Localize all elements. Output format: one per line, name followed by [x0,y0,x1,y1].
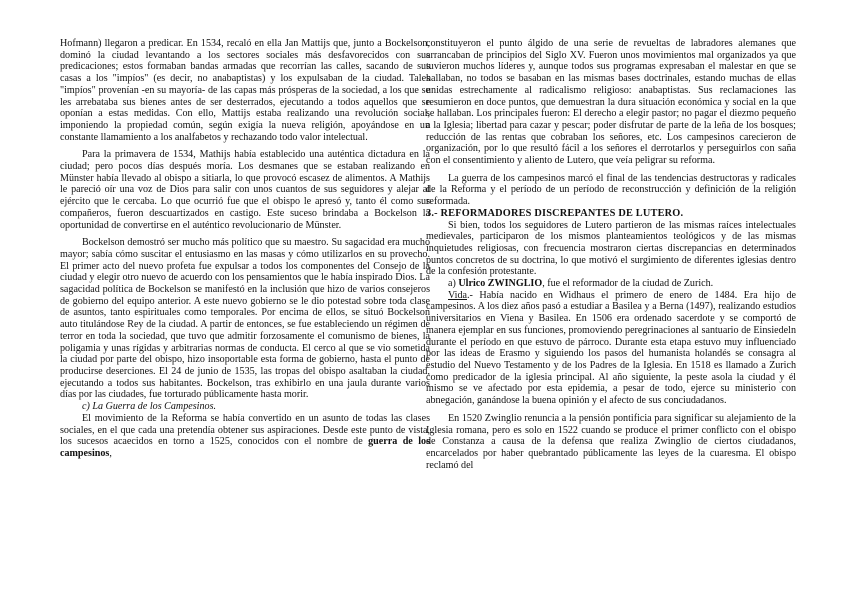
section-heading: 3.- REFORMADORES DISCREPANTES DE LUTERO. [426,207,684,219]
right-column [426,38,796,471]
paragraph: Bockelson demostró ser mucho más político que su maestro. Su sagacidad era mucho mayor; sabía cómo suscitar el entusiasmo en las masas y cómo utilizarlos en su provecho. El primer acto del nuevo profeta fue expulsar a todos los componentes del Consejo de la ciudad y elegir otro nuevo de acuerdo con los pensamientos que le había inspirado Dios. La sagacidad política de Bockelson se manifestó en la inclusión que hizo de varios consejeros de gobierno del equipo anterior. A este nuevo gobierno se le dio potestad sobre toda clase de asuntos, tanto espirituales como temporales. Por encima de ellos, se situó Bockelson auto titulándose Rey de la ciudad. A partir de entonces, se fue estableciendo un régimen de terror en toda la sociedad, que tuvo que admitir forzosamente el comunismo de bienes, la poligamia y unas rígidas y arbitrarias normas de conducta. El cerco al que se vio sometida la ciudad por parte del obispo, hizo insoportable esta forma de gobierno, hasta el punto de producirse deserciones. El 24 de junio de 1535, las tropas del obispo asaltaban la ciudad, ejecutando a todos sus habitantes. Bockelson, tras exhibirlo en una jaula durante varios días por las ciudades, fue torturado públicamente hasta morir. [60,237,430,401]
list-prefix: a) [448,278,459,290]
paragraph: Hofmann) llegaron a predicar. En 1534, recaló en ella Jan Mattijs que, junto a Bockelson, dominó la ciudad levantando a los sectores sociales más desfavorecidos con sus predicaciones; estos formaban bandas armadas que recorrían las calles, sacando de sus casas a los "impíos" (es decir, no anabaptistas) y los expulsaban de la ciudad. Tales "impíos" provenían -en su mayoría- de las capas más prósperas de la sociedad, a los que se les arrebataba sus bienes antes de ser desterrados, ejecutando a todos aquellos que se oponían a estas medidas. Con ello, Mattijs estaba realizando una revolución social, imponiendo la propiedad común, según exigía la nueva religión, apoyándose en un constante llamamiento a los analfabetos y rechazando todo valor intelectual. [60,38,430,143]
reformer-heading [426,278,796,290]
reformer-name: Ulrico ZWINGLIO [458,278,543,290]
paragraph [60,413,430,460]
paragraph: La guerra de los campesinos marcó el final de las tendencias destructoras y radicales de la Reforma y el período de un período de reconstrucción y definición de la religión reformada. [426,172,796,208]
section-subheading: c) La Guerra de los Campesinos. [82,401,217,413]
paragraph: constituyeron el punto álgido de una serie de revueltas de labradores alemanes que arrancaban de principios del Siglo XV. Fueron unos movimientos mal organizados ya que tuvieron muchos líderes y, aunque todos sus programas expresaban el malestar en que se hallaban, no todos se basaban en las mismas bases doctrinales, estando muchas de ellas unidas estrechamente al radicalismo religioso: anabaptistas. Sus reclamaciones las resumieron en doce puntos, que demuestran la dura situación económica y social en la que se hallaban. Los principales fueron: El derecho a elegir pastor; no pagar el diezmo pequeño a la Iglesia; libertad para cazar y pescar; poder disfrutar de parte de la leña de los bosques; reducción de las rentas que cobraban los señores, etc. Los campesinos carecieron de organización, por lo que resultó fácil a los señores el derrotarlos y perseguirlos con saña con el consentimiento y aliento de Lutero, que veía peligrar su reforma. [426,38,796,167]
reformer-description: , fue el reformador de la ciudad de Zurich. [542,278,714,290]
bold-term: guerra de los campesinos [60,436,430,459]
punctuation: , [109,447,112,459]
paragraph: En 1520 Zwinglio renuncia a la pensión pontificia para significar su alejamiento de la Iglesia romana, pero es solo en 1522 cuando se produce el primer conflicto con el obispo de Constanza a causa de la defensa que realiza Zwinglio de ciertos ciudadanos, encarcelados por haber quebrantado públicamente las leyes de la cuaresma. El obispo reclamó del [426,412,796,471]
paragraph-text: El movimiento de la Reforma se había convertido en un asunto de todas las clases sociales, en el que cada una pretendía obtener sus aspiraciones. Desde este punto de vista, los sucesos acaecidos en torno a 1525, conocidos con el nombre de [60,412,430,448]
paragraph-text: .- Había nacido en Widhaus el primero de enero de 1484. Era hijo de campesinos. A los diez años pasó a estudiar a Basilea y a Berna (1497), realizando estudios universitarios en Viena y Basilea. En 1506 era ordenado sacerdote y se comportó de manera ejemplar en sus funciones, promoviendo peregrinaciones al santuario de Einsiedeln durante el período en que estuvo de párroco. Durante esta etapa estuvo muy influenciado por las ideas de Erasmo y siguiendo los pasos del humanista holandés se consagra al estudio del Nuevo Testamento y de los Padres de la Iglesia. En 1518 es llamado a Zurich como predicador de la iglesia principal. Al año siguiente, la peste asola la ciudad y él mismo se ve afectado por esta epidemia, a pesar de todo, ejerce su ministerio con abnegación, ganándose la buena opinión y el afecto de sus conciudadanos. [426,289,796,407]
left-column [60,38,430,460]
paragraph [426,290,796,407]
vida-label: Vida [448,289,468,301]
paragraph: Si bien, todos los seguidores de Lutero partieron de las mismas raíces intelectuales medievales, participaron de los mismos planteamientos teológicos y de las mismas inquietudes religiosas, con frecuencia mostraron ciertas discrepancias en determinados puntos concretos de su doctrina, lo que motivó el surgimiento de diferentes iglesias dentro de la confesión protestante. [426,219,796,278]
paragraph: Para la primavera de 1534, Mathijs había establecido una auténtica dictadura en la ciudad; pero pocos días después moría. Los desmanes que se estaban realizando en Münster había llevado al obispo a sitiarla, lo que provocó escasez de alimentos. A Mathijs le pareció oír una voz de Dios para salir con unos cuantos de sus seguidores y alejar al ejército que le cercaba. Lo que ocurrió fue que el obispo le apresó y, tanto él como sus compañeros, fueron descuartizados en castigo. Este suceso brindaba a Bockelson la oportunidad de convertirse en el auténtico revolucionario de Münster. [60,149,430,231]
